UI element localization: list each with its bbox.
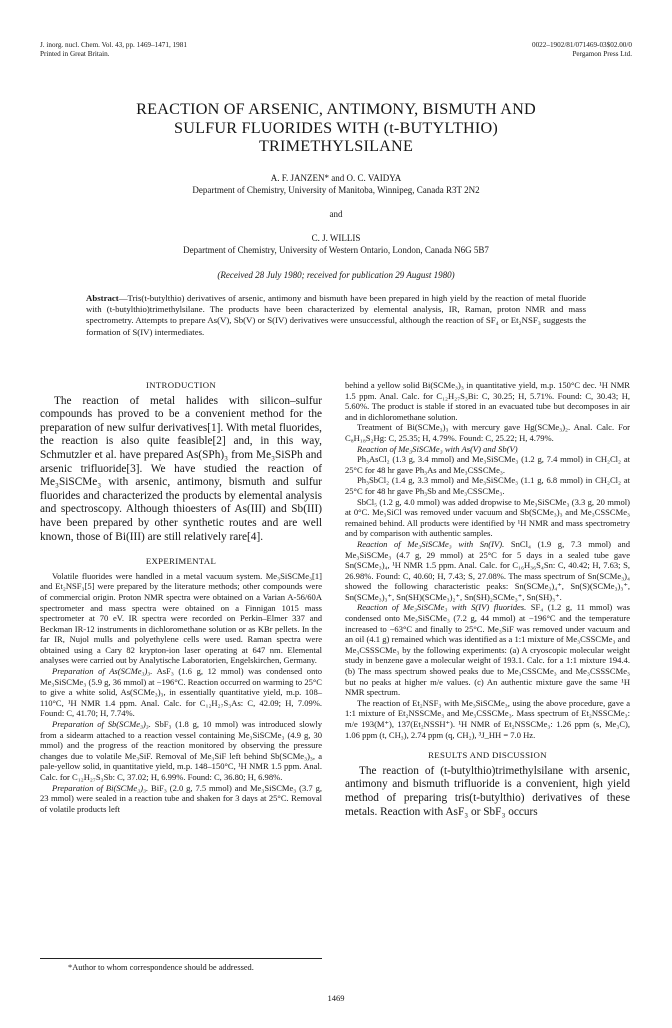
left-column — [40, 380, 322, 814]
experimental-paragraph: Volatile fluorides were handled in a metal vacuum system. Me₃SiSCMe₃[1] and Et₂NSF₃[5] were prepared by the literature methods; other compounds were of commercial origin. Proton NMR spectra were obtained on a Varian A-56/60A spectrometer and mass spectra were obtained on a Finnigan 1015 mass spectrometer at 70 eV. IR spectra were recorded on Perkin–Elmer 337 and Beckman IR-12 instruments in dichloromethane solution or as KBr pellets. In the far IR, Nujol mulls and polyethylene cells were used. Raman spectra were obtained using a Cary 82 krypton-ion laser operating at 647 nm. Elemental analyses were carried out by Analytische Laboratorien, Engelskirchen, Germany. — [40, 570, 322, 666]
ph3ascl2-paragraph: Ph₃AsCl₂ (1.3 g, 3.4 mmol) and Me₃SiSCMe₃ (1.2 g, 7.4 mmol) in CH₂Cl₂ at 25°C for 48 hr gave Ph₃As and Me₃CSSCMe₃. — [345, 454, 630, 475]
prep-antimony-label: Preparation of Sb(SCMe₃)₃. — [52, 719, 151, 730]
results-heading: RESULTS AND DISCUSSION — [428, 750, 547, 761]
publisher: Pergamon Press Ltd. — [572, 50, 632, 58]
prep-antimony-paragraph — [40, 719, 322, 783]
reaction-s-label: Reaction of Me₃SiSCMe₃ with S(IV) fluorides. — [357, 602, 527, 613]
journal-header-right — [532, 41, 632, 59]
reaction-s-paragraph — [345, 602, 630, 697]
prep-bismuth-label: Preparation of Bi(SCMe₃)₃. — [52, 782, 149, 793]
introduction-paragraph: The reaction of metal halides with silicon–sulfur compounds has proved to be a convenient method for the preparation of new sulfur derivatives[1]. With metal fluorides, the reaction is also quite feasible[2] and, in this way, Schmutzler et al. have prepared As(SPh)₃ from Me₃SiSPh and arsenic trifluoride[3]. We have studied the reaction of Me₃SiSCMe₃ with arsenic, antimony, bismuth and sulfur fluorides and characterized the products by elemental analysis and spectroscopy. Although thioesters of As(III) and Sb(III) have been prepared by other synthetic routes and are well known, those of Bi(III) are still relatively rare[4]. — [40, 394, 322, 543]
abstract-label: Abstract — [86, 293, 119, 303]
author-names-2: C. J. WILLIS — [311, 233, 361, 243]
right-column — [345, 380, 630, 819]
received-dates: (Received 28 July 1980; received for publication 29 August 1980) — [217, 270, 455, 280]
abstract — [86, 293, 586, 338]
prep-arsenic-text: AsF₃ (1.6 g, 12 mmol) was condensed onto Me₃SiSCMe₃ (5.9 g, 36 mmol) at −196°C. Reaction occurred on warming to 25°C to give a white solid, As(SCMe₃)₃, in essentially quantitative yield, m.p. 108–110°C, ¹H NMR 1.4 ppm. Anal. Calc. for C₁₂H₂₇S₃As: C, 42.09; H, 7.09%. Found: C, 41.70; H, 7.74%. — [40, 666, 322, 719]
author-names-1: A. F. JANZEN* and O. C. VAIDYA — [270, 173, 402, 183]
experimental-heading: EXPERIMENTAL — [145, 556, 217, 567]
prep-arsenic-label: Preparation of As(SCMe₃)₃. — [52, 666, 153, 677]
reaction-as-sb-label: Reaction of Me₃SiSCMe₃ with As(V) and Sb(V) — [357, 443, 518, 454]
bismuth-continued-paragraph: behind a yellow solid Bi(SCMe₃)₃ in quantitative yield, m.p. 150°C dec. ¹H NMR 1.5 ppm. Anal. Calc. for C₁₂H₂₇S₃Bi: C, 30.25; H, 5.71%. Found: C, 30.43; H, 5.60%. The product is stable if stored in an evacuated tube but decomposes in air and in dichloromethane solution. — [345, 380, 630, 422]
printed-in: Printed in Great Britain. — [40, 50, 110, 58]
prep-antimony-text: SbF₃ (1.8 g, 10 mmol) was introduced slowly from a sidearm attached to a reaction vessel containing Me₃SiSCMe₃ (4.9 g, 30 mmol) and the progress of the reaction monitored by observing the pressure changes due to volatile Me₃SiF. Removal of Me₃SiF left behind Sb(SCMe₃)₃, a pale-yellow solid, in quantitative yield, m.p. 148–150°C, ¹H NMR 1.5 ppm. Anal. Calc. for C₁₂H₂₇S₃Sb: C, 37.02; H, 6.99%. Found: C, 36.80; H, 6.98%. — [40, 719, 322, 782]
reaction-s-text: SF₄ (1.2 g, 11 mmol) was condensed onto Me₃SiSCMe₃ (7.2 g, 44 mmol) at −196°C and the temperature increased to −63°C and finally to 25°C. Me₃SiF was removed under vacuum and an oil (4.1 g) remained which was identified as a 1:1 mixture of Me₃CSSCMe₃ and Me₃CSSSCMe₃ by the following experiments: (a) A cryoscopic molecular weight study in benzene gave a molecular weight of 193.1. Calc. for a 1:1 mixture 194.4. (b) The mass spectrum showed peaks due to Me₃CSSCMe₃ and Me₃CSSSCMe₃ but no peaks at higher m/e values. (c) An authentic mixture gave the same ¹H NMR spectrum. — [345, 602, 631, 698]
prep-arsenic-paragraph — [40, 666, 322, 719]
prep-bismuth-text: BiF₃ (2.0 g, 7.5 mmol) and Me₃SiSCMe₃ (3.7 g, 23 mmol) were sealed in a reaction tube and shaken for 3 days at 25°C. Removal of volatile products left — [40, 782, 322, 814]
results-paragraph: The reaction of (t-butylthio)trimethylsilane with arsenic, antimony and bismuth trifluoride is a convenient, high yield method of preparing tris(t-butylthio) derivatives of these metals. Reaction with AsF₃ or SbF₃ occurs — [345, 764, 630, 818]
mercury-paragraph: Treatment of Bi(SCMe₃)₃ with mercury gave Hg(SCMe₃)₂. Anal. Calc. For C₈H₁₈S₂Hg: C, 25.35; H, 4.79%. Found: C, 25.22; H, 4.79%. — [345, 422, 630, 443]
author-and: and — [329, 209, 343, 219]
prep-bismuth-paragraph — [40, 783, 322, 815]
title-line-2: SULFUR FLUORIDES WITH (t-BUTYLTHIO) — [174, 118, 498, 137]
reaction-sn-paragraph — [345, 539, 630, 603]
page-number: 1469 — [327, 993, 345, 1003]
author-group-2 — [60, 233, 612, 256]
introduction-heading: INTRODUCTION — [145, 380, 217, 390]
reaction-sn-text: SnCl₄ (1.9 g, 7.3 mmol) and Me₃SiSCMe₃ (4.7 g, 29 mmol) at 25°C for 5 days in a sealed tube gave Sn(SCMe₃)₄, ¹H NMR 1.5 ppm. Anal. Calc. for C₁₆H₃₆S₄Sn: C, 40.42; H, 7.63; S, 26.98%. Found: C, 40.60; H, 7.43; S, 27.08%. The mass spectrum of Sn(SCMe₃)₄ showed the following characteristic peaks: Sn(SCMe₃)₄⁺, Sn(S)(SCMe₃)₃⁺, Sn(SCMe₃)₃⁺, Sn(SH)(SCMe₃)₂⁺, Sn(SH)₂SCMe₃⁺, Sn(SH)₃⁺. — [345, 538, 630, 602]
author-affiliation-1: Department of Chemistry, University of Manitoba, Winnipeg, Canada R3T 2N2 — [192, 184, 480, 195]
author-affiliation-2: Department of Chemistry, University of Western Ontario, London, Canada N6G 5B7 — [183, 244, 489, 255]
paper-title — [60, 100, 612, 156]
reaction-sn-label: Reaction of Me₃SiSCMe₃ with Sn(IV). — [357, 538, 505, 549]
sbcl5-paragraph: SbCl₅ (1.2 g, 4.0 mmol) was added dropwise to Me₃SiSCMe₃ (3.3 g, 20 mmol) at 0°C. Me₃SiCl was removed under vacuum and Sb(SCMe₃)₃ and Me₃CSSCMe₃ remained behind. All products were identified by ¹H NMR and mass spectrometry and by comparison with authentic samples. — [345, 496, 630, 539]
journal-header-left — [40, 41, 187, 59]
issn-code: 0022–1902/81/071469-03$02.00/0 — [531, 41, 632, 49]
footnote — [40, 958, 322, 973]
footnote-text: *Author to whom correspondence should be addressed. — [68, 963, 254, 972]
journal-citation: J. inorg. nucl. Chem. Vol. 43, pp. 1469–1471, 1981 — [40, 41, 187, 49]
et2nsf3-paragraph: The reaction of Et₂NSF₃ with Me₃SiSCMe₃, using the above procedure, gave a 1:1 mixture of Et₂NSSCMe₃ and Me₃CSSCMe₃. Mass spectrum of Et₂NSSCMe₃: m/e 193(M⁺), 137(Et₂NSSH⁺). ¹H NMR of Et₂NSSCMe₃: 1.26 ppm (s, Me₃C), 1.06 ppm (t, CH₃), 2.74 ppm (q, CH₂), ³J_HH = 7.0 Hz. — [345, 697, 630, 740]
reaction-as-sb-heading — [345, 444, 630, 455]
title-line-3: TRIMETHYLSILANE — [258, 137, 414, 155]
title-line-1: REACTION OF ARSENIC, ANTIMONY, BISMUTH AND — [136, 100, 536, 118]
abstract-text: —Tris(t-butylthio) derivatives of arsenic, antimony and bismuth have been prepared in high yield by the reaction of metal fluoride with (t-butylthio)trimethylsilane. The products have been characterized by elemental analysis, IR, Raman, proton NMR and mass spectrometry. Attempts to prepare As(V), Sb(V) or S(IV) derivatives were unsuccessful, although the reaction of SF₄ or Et₂NSF₃ suggests the formation of S(IV) intermediates. — [86, 293, 586, 337]
ph3sbcl2-paragraph: Ph₃SbCl₂ (1.4 g, 3.3 mmol) and Me₃SiSCMe₃ (1.1 g, 6.8 mmol) in CH₂Cl₂ at 25°C for 48 hr gave Ph₃Sb and Me₃CSSCMe₃. — [345, 475, 630, 496]
author-group-1 — [60, 173, 612, 196]
